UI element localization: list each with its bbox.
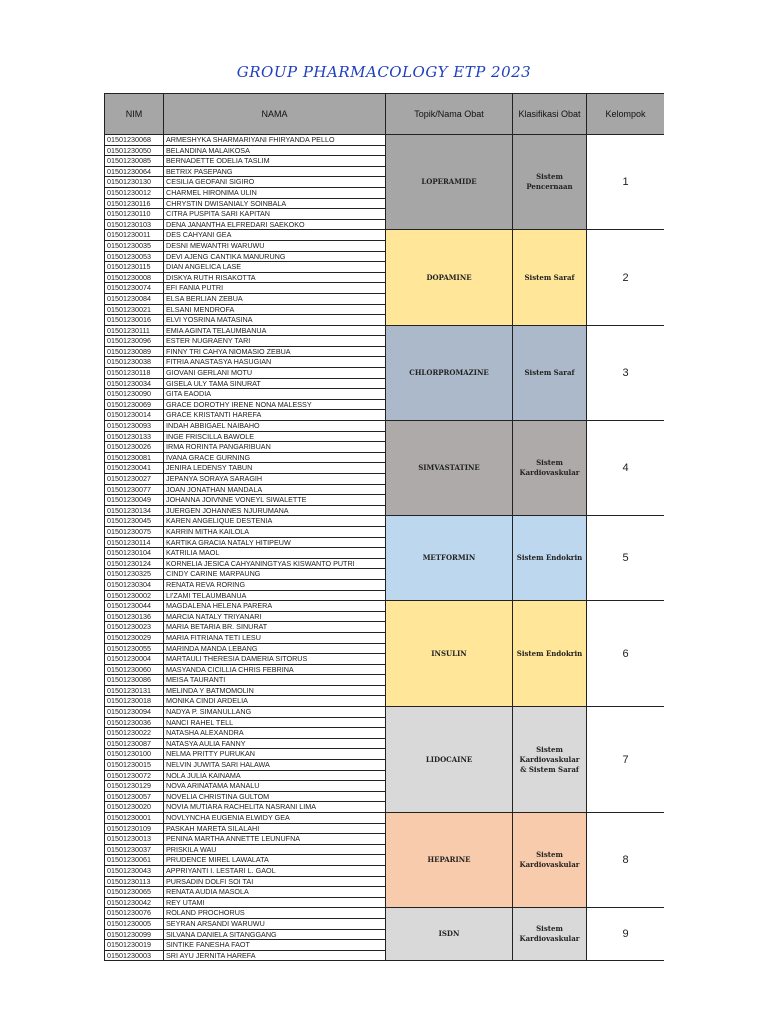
nim-cell: 01501230023 <box>105 622 164 633</box>
nim-cell: 01501230044 <box>105 601 164 612</box>
nama-cell: SEYRAN ARSANDI WARUWU <box>164 918 386 929</box>
nim-cell: 01501230099 <box>105 929 164 940</box>
classification-cell: Sistem Pencernaan <box>513 135 587 230</box>
group-number-cell: 9 <box>587 908 665 961</box>
group-number-cell: 4 <box>587 421 665 516</box>
nama-cell: NANCI RAHEL TELL <box>164 717 386 728</box>
header-klasifikasi: Klasifikasi Obat <box>513 94 587 135</box>
group-number-cell: 8 <box>587 813 665 908</box>
nama-cell: CINDY CARINE MARPAUNG <box>164 569 386 580</box>
classification-cell: Sistem Kardiovaskular <box>513 908 587 961</box>
table-row <box>105 230 665 241</box>
nama-cell: ELSANI MENDROFA <box>164 304 386 315</box>
classification-cell: Sistem Kardiovaskular <box>513 421 587 516</box>
nim-cell: 01501230089 <box>105 346 164 357</box>
nama-cell: SILVANA DANIELA SITANGGANG <box>164 929 386 940</box>
nama-cell: MAGDALENA HELENA PARERA <box>164 601 386 612</box>
table-row <box>105 421 665 432</box>
classification-cell: Sistem Saraf <box>513 325 587 420</box>
drug-name-cell: DOPAMINE <box>386 230 513 325</box>
nama-cell: JOHANNA JOIVNNE VONEYL SIWALETTE <box>164 495 386 506</box>
table-row <box>105 325 665 336</box>
nim-cell: 01501230045 <box>105 516 164 527</box>
nim-cell: 01501230027 <box>105 474 164 485</box>
nim-cell: 01501230013 <box>105 834 164 845</box>
nim-cell: 01501230043 <box>105 865 164 876</box>
nama-cell: PRUDENCE MIREL LAWALATA <box>164 855 386 866</box>
nama-cell: BETRIX PASEPANG <box>164 166 386 177</box>
nama-cell: FINNY TRI CAHYA NIOMASIO ZEBUA <box>164 346 386 357</box>
nim-cell: 01501230085 <box>105 156 164 167</box>
nim-cell: 01501230002 <box>105 590 164 601</box>
nim-cell: 01501230016 <box>105 315 164 326</box>
nim-cell: 01501230019 <box>105 940 164 951</box>
nim-cell: 01501230014 <box>105 410 164 421</box>
table-row <box>105 135 665 146</box>
nim-cell: 01501230124 <box>105 558 164 569</box>
nama-cell: NOVIA MUTIARA RACHELITA NASRANI LIMA <box>164 802 386 813</box>
nama-cell: CESILIA GEOFANI SIGIRO <box>164 177 386 188</box>
nama-cell: IVANA GRACE GURNING <box>164 452 386 463</box>
group-number-cell: 2 <box>587 230 665 325</box>
group-table <box>104 93 664 961</box>
table-row <box>105 707 665 718</box>
nim-cell: 01501230109 <box>105 823 164 834</box>
nim-cell: 01501230042 <box>105 897 164 908</box>
header-nim: NIM <box>105 94 164 135</box>
table-row <box>105 908 665 919</box>
nama-cell: CITRA PUSPITA SARI KAPITAN <box>164 209 386 220</box>
nama-cell: ELVI YOSRINA MATASINA <box>164 315 386 326</box>
drug-name-cell: CHLORPROMAZINE <box>386 325 513 420</box>
nama-cell: FITRIA ANASTASYA HASUGIAN <box>164 357 386 368</box>
nama-cell: PENINA MARTHA ANNETTE LEUNUFNA <box>164 834 386 845</box>
nama-cell: PRISKILA WAU <box>164 844 386 855</box>
nama-cell: NOVA ARINATAMA MANALU <box>164 781 386 792</box>
nim-cell: 01501230094 <box>105 707 164 718</box>
classification-cell: Sistem Endokrin <box>513 516 587 601</box>
nama-cell: APPRIYANTI I. LESTARI L. GAOL <box>164 865 386 876</box>
nama-cell: PASKAH MARETA SILALAHI <box>164 823 386 834</box>
nama-cell: EFI FANIA PUTRI <box>164 283 386 294</box>
nim-cell: 01501230026 <box>105 442 164 453</box>
nim-cell: 01501230074 <box>105 283 164 294</box>
nama-cell: BERNADETTE ODELIA TASLIM <box>164 156 386 167</box>
nama-cell: ARMESHYKA SHARMARIYANI FHIRYANDA PELLO <box>164 135 386 146</box>
header-nama: NAMA <box>164 94 386 135</box>
nim-cell: 01501230069 <box>105 399 164 410</box>
group-table-container <box>104 93 664 965</box>
nim-cell: 01501230096 <box>105 336 164 347</box>
nama-cell: DISKYA RUTH RISAKOTTA <box>164 272 386 283</box>
drug-name-cell: HEPARINE <box>386 813 513 908</box>
nama-cell: KARRIN MITHA KAILOLA <box>164 526 386 537</box>
table-row <box>105 813 665 824</box>
nama-cell: GISELA ULY TAMA SINURAT <box>164 378 386 389</box>
nim-cell: 01501230086 <box>105 675 164 686</box>
drug-name-cell: METFORMIN <box>386 516 513 601</box>
nim-cell: 01501230021 <box>105 304 164 315</box>
nama-cell: NOVELIA CHRISTINA GULTOM <box>164 791 386 802</box>
nama-cell: NOVLYNCHA EUGENIA ELWIDY GEA <box>164 813 386 824</box>
nama-cell: JEPANYA SORAYA SARAGIH <box>164 474 386 485</box>
nim-cell: 01501230116 <box>105 198 164 209</box>
nama-cell: GRACE DOROTHY IRENE NONA MALESSY <box>164 399 386 410</box>
nama-cell: SRI AYU JERNITA HAREFA <box>164 950 386 961</box>
nim-cell: 01501230090 <box>105 389 164 400</box>
nim-cell: 01501230015 <box>105 760 164 771</box>
nim-cell: 01501230037 <box>105 844 164 855</box>
nim-cell: 01501230129 <box>105 781 164 792</box>
nim-cell: 01501230087 <box>105 738 164 749</box>
drug-name-cell: INSULIN <box>386 601 513 707</box>
classification-cell: Sistem Kardiovaskular <box>513 813 587 908</box>
nim-cell: 01501230104 <box>105 548 164 559</box>
nim-cell: 01501230011 <box>105 230 164 241</box>
nim-cell: 01501230113 <box>105 876 164 887</box>
nim-cell: 01501230001 <box>105 813 164 824</box>
nama-cell: INGE FRISCILLA BAWOLE <box>164 431 386 442</box>
nama-cell: INDAH ABBIGAEL NAIBAHO <box>164 421 386 432</box>
nim-cell: 01501230136 <box>105 611 164 622</box>
nim-cell: 01501230034 <box>105 378 164 389</box>
nim-cell: 01501230050 <box>105 145 164 156</box>
nim-cell: 01501230057 <box>105 791 164 802</box>
classification-cell: Sistem Endokrin <box>513 601 587 707</box>
nim-cell: 01501230005 <box>105 918 164 929</box>
drug-name-cell: LOPERAMIDE <box>386 135 513 230</box>
nim-cell: 01501230018 <box>105 696 164 707</box>
header-row <box>105 94 665 135</box>
nim-cell: 01501230004 <box>105 654 164 665</box>
nim-cell: 01501230093 <box>105 421 164 432</box>
nim-cell: 01501230133 <box>105 431 164 442</box>
nim-cell: 01501230008 <box>105 272 164 283</box>
nama-cell: CHARMEL HIRONIMA ULIN <box>164 187 386 198</box>
drug-name-cell: ISDN <box>386 908 513 961</box>
nama-cell: GRACE KRISTANTI HAREFA <box>164 410 386 421</box>
drug-name-cell: SIMVASTATINE <box>386 421 513 516</box>
nim-cell: 01501230118 <box>105 368 164 379</box>
nim-cell: 01501230114 <box>105 537 164 548</box>
nama-cell: LI'ZAMI TELAUMBANUA <box>164 590 386 601</box>
nama-cell: MARIA BETARIA BR. SINURAT <box>164 622 386 633</box>
nama-cell: RENATA REVA RORING <box>164 579 386 590</box>
nama-cell: CHRYSTIN DWISANIALY SOINBALA <box>164 198 386 209</box>
nim-cell: 01501230053 <box>105 251 164 262</box>
nama-cell: DESNI MEWANTRI WARUWU <box>164 240 386 251</box>
nama-cell: MARTAULI THERESIA DAMERIA SITORUS <box>164 654 386 665</box>
nim-cell: 01501230100 <box>105 749 164 760</box>
nim-cell: 01501230035 <box>105 240 164 251</box>
nim-cell: 01501230041 <box>105 463 164 474</box>
nim-cell: 01501230111 <box>105 325 164 336</box>
nim-cell: 01501230055 <box>105 643 164 654</box>
nim-cell: 01501230068 <box>105 135 164 146</box>
nama-cell: MONIKA CINDI ARDELIA <box>164 696 386 707</box>
nim-cell: 01501230072 <box>105 770 164 781</box>
nama-cell: IRMA RORINTA PANGARIBUAN <box>164 442 386 453</box>
nim-cell: 01501230304 <box>105 579 164 590</box>
nim-cell: 01501230061 <box>105 855 164 866</box>
group-number-cell: 1 <box>587 135 665 230</box>
nama-cell: EMIA AGINTA TELAUMBANUA <box>164 325 386 336</box>
nama-cell: MASYANDA CICILLIA CHRIS FEBRINA <box>164 664 386 675</box>
nama-cell: NATASHA ALEXANDRA <box>164 728 386 739</box>
nim-cell: 01501230020 <box>105 802 164 813</box>
nim-cell: 01501230076 <box>105 908 164 919</box>
nim-cell: 01501230084 <box>105 293 164 304</box>
nama-cell: KARTIKA GRACIA NATALY HITIPEUW <box>164 537 386 548</box>
nama-cell: MARCIA NATALY TRIYANARI <box>164 611 386 622</box>
nama-cell: NADYA P. SIMANULLANG <box>164 707 386 718</box>
nama-cell: SINTIKE FANESHA FAOT <box>164 940 386 951</box>
group-number-cell: 5 <box>587 516 665 601</box>
nama-cell: GITA EAODIA <box>164 389 386 400</box>
nim-cell: 01501230075 <box>105 526 164 537</box>
nim-cell: 01501230115 <box>105 262 164 273</box>
nama-cell: JUERGEN JOHANNES NJURUMANA <box>164 505 386 516</box>
nim-cell: 01501230103 <box>105 219 164 230</box>
nama-cell: REY UTAMI <box>164 897 386 908</box>
nim-cell: 01501230049 <box>105 495 164 506</box>
classification-cell: Sistem Kardiovaskular & Sistem Saraf <box>513 707 587 813</box>
nama-cell: DES CAHYANI GEA <box>164 230 386 241</box>
drug-name-cell: LIDOCAINE <box>386 707 513 813</box>
group-number-cell: 6 <box>587 601 665 707</box>
nama-cell: KATRILIA MAOL <box>164 548 386 559</box>
nim-cell: 01501230003 <box>105 950 164 961</box>
nama-cell: ESTER NUGRAENY TARI <box>164 336 386 347</box>
nama-cell: DIAN ANGELICA LASE <box>164 262 386 273</box>
nama-cell: MARINDA MANDA LEBANG <box>164 643 386 654</box>
nama-cell: NATASYA AULIA FANNY <box>164 738 386 749</box>
nama-cell: MARIA FITRIANA TETI LESU <box>164 632 386 643</box>
group-number-cell: 3 <box>587 325 665 420</box>
classification-cell: Sistem Saraf <box>513 230 587 325</box>
nim-cell: 01501230022 <box>105 728 164 739</box>
header-topik: Topik/Nama Obat <box>386 94 513 135</box>
nim-cell: 01501230134 <box>105 505 164 516</box>
nim-cell: 01501230038 <box>105 357 164 368</box>
nama-cell: ROLAND PROCHORUS <box>164 908 386 919</box>
nim-cell: 01501230064 <box>105 166 164 177</box>
nim-cell: 01501230060 <box>105 664 164 675</box>
header-kelompok: Kelompok <box>587 94 665 135</box>
nim-cell: 01501230029 <box>105 632 164 643</box>
nama-cell: ELSA BERLIAN ZEBUA <box>164 293 386 304</box>
nama-cell: DENA JANANTHA ELFREDARI SAEKOKO <box>164 219 386 230</box>
nama-cell: KORNELIA JESICA CAHYANINGTYAS KISWANTO PUTRI <box>164 558 386 569</box>
nim-cell: 01501230036 <box>105 717 164 728</box>
nama-cell: NELVIN JUWITA SARI HALAWA <box>164 760 386 771</box>
nama-cell: BELANDINA MALAIKOSA <box>164 145 386 156</box>
table-row <box>105 516 665 527</box>
nim-cell: 01501230110 <box>105 209 164 220</box>
nim-cell: 01501230130 <box>105 177 164 188</box>
group-number-cell: 7 <box>587 707 665 813</box>
nama-cell: NELMA PRITTY PURUKAN <box>164 749 386 760</box>
nim-cell: 01501230012 <box>105 187 164 198</box>
nama-cell: NOLA JULIA KAINAMA <box>164 770 386 781</box>
nama-cell: KAREN ANGELIQUE DESTENIA <box>164 516 386 527</box>
nama-cell: MELINDA Y BATMOMOLIN <box>164 685 386 696</box>
nama-cell: PURSADIN DOLFI SOI TAI <box>164 876 386 887</box>
table-row <box>105 601 665 612</box>
nama-cell: JOAN JONATHAN MANDALA <box>164 484 386 495</box>
nama-cell: JENIRA LEDENSY TABUN <box>164 463 386 474</box>
nim-cell: 01501230325 <box>105 569 164 580</box>
nim-cell: 01501230131 <box>105 685 164 696</box>
nim-cell: 01501230065 <box>105 887 164 898</box>
nama-cell: GIOVANI GERLANI MOTU <box>164 368 386 379</box>
table-body <box>105 135 665 961</box>
nama-cell: MEISA TAURANTI <box>164 675 386 686</box>
nim-cell: 01501230081 <box>105 452 164 463</box>
nim-cell: 01501230077 <box>105 484 164 495</box>
nama-cell: DEVI AJENG CANTIKA MANURUNG <box>164 251 386 262</box>
nama-cell: RENATA AUDIA MASOLA <box>164 887 386 898</box>
document-title: GROUP PHARMACOLOGY ETP 2023 <box>236 63 532 81</box>
